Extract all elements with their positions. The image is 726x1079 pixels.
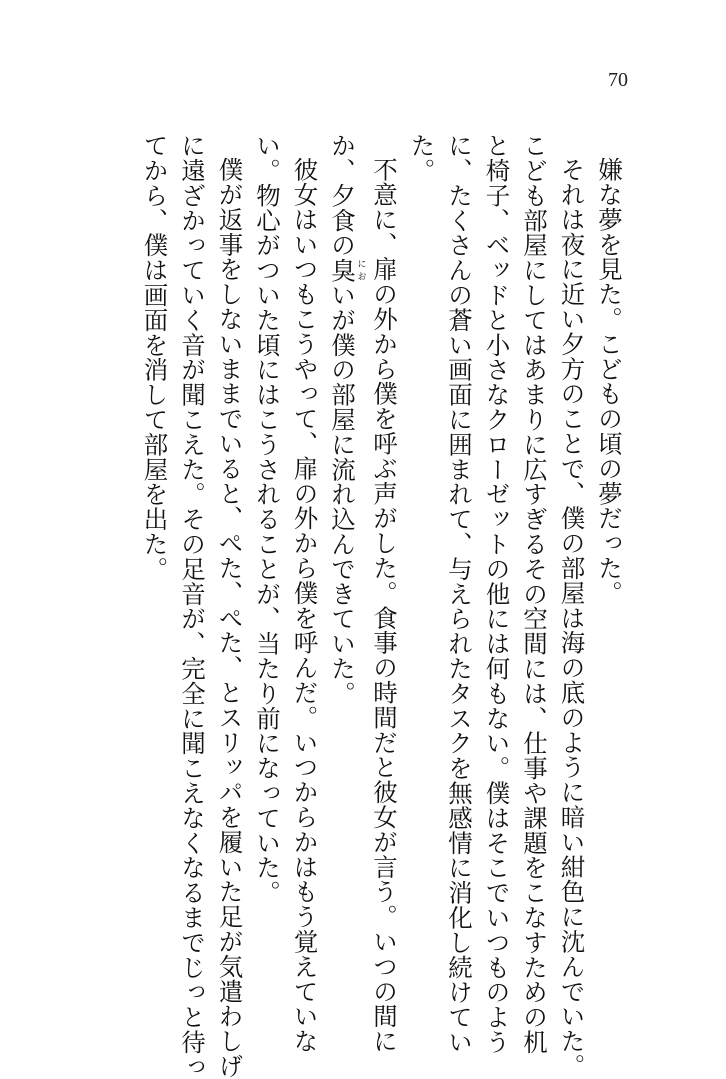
text-line: 彼女はいつもこうやって、扉の外から僕を呼んだ。いつからかはもう覚えていな xyxy=(290,157,320,1054)
text-line: た。 xyxy=(407,133,437,183)
paragraph-3 xyxy=(324,133,404,1054)
ruby-base: 臭 xyxy=(328,257,357,283)
text-segment: いが僕の部屋に流れ込んできていた。 xyxy=(328,282,357,706)
text-line: てから、僕は画面を消して部屋を出た。 xyxy=(140,133,170,582)
text-line: 嫌な夢を見た。こどもの頃の夢だった。 xyxy=(595,157,624,606)
ruby-reading: にお xyxy=(355,257,366,283)
text-line: それは夜に近い夕方のことで、僕の部屋は海の底のように暗い紺色に沈んでいた。 xyxy=(557,157,587,1079)
text-line: 僕が返事をしないままでいると、ぺた、ぺた、とスリッパを履いた足が気遣わしげ xyxy=(215,157,245,1079)
paragraph-2 xyxy=(403,133,591,1079)
paragraph-5 xyxy=(136,133,249,1079)
paragraph-4 xyxy=(249,133,324,1054)
text-segment: か、夕食の xyxy=(328,133,357,258)
text-line xyxy=(324,133,366,933)
text-line: 不意に、扉の外から僕を呼ぶ声がした。食事の時間だと彼女が言う。いつの間に xyxy=(370,157,399,1054)
text-line: に、たくさんの蒼い画面に囲まれて、与えられたタスクを無感情に消化し続けてい xyxy=(445,133,474,1055)
ruby-annotation xyxy=(328,257,366,283)
text-line: と椅子、ベッドと小さなクローゼットの他には何もない。僕はそこでいつものよう xyxy=(482,133,512,1055)
text-line: い。物心がついた頃にはこうされることが、当たり前になっていた。 xyxy=(253,133,282,905)
page-number: 70 xyxy=(608,69,628,91)
paragraph-1 xyxy=(591,133,629,933)
body-text xyxy=(136,133,628,1079)
text-line: こども部屋にしてはあまりに広すぎるその空間には、仕事や課題をこなすための机 xyxy=(520,133,549,1055)
text-line: に遠ざかっていく音が聞こえた。その足音が、完全に聞こえなくなるまでじっと待っ xyxy=(178,133,207,1079)
